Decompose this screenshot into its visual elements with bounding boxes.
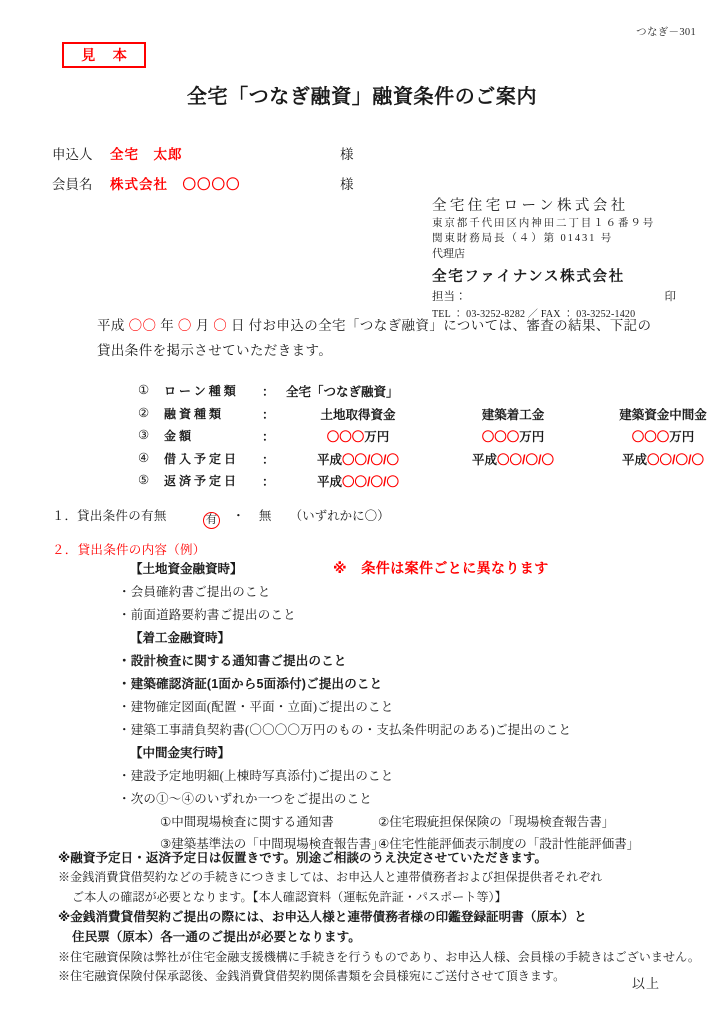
document-number: つなぎ－301 xyxy=(636,27,696,38)
section-2-label: 貸出条件の内容（例） xyxy=(77,543,206,557)
loan-type-value: 全宅「つなぎ融資」 xyxy=(286,385,399,399)
option-separator: ・ xyxy=(232,509,245,523)
condition-detail-section-title xyxy=(52,540,206,558)
company-address: 東京都千代田区内神田二丁目１６番９号 xyxy=(432,218,656,229)
option-item-1: ①中間現場検査に関する通知書 xyxy=(160,815,334,829)
group-heading-construction-start: 【着工金融資時】 xyxy=(130,631,231,645)
option-yes-selected[interactable]: 有 xyxy=(203,512,220,529)
footnote: ご本人の確認が必要となります。【本人確認資料（運転免許証・パスポート等）】 xyxy=(72,889,507,904)
repayment-date-era: 平成 xyxy=(317,475,343,489)
row-colon: ： xyxy=(262,475,275,489)
table-row xyxy=(138,427,695,450)
company-license-number: 関東財務局長（４）第 01431 号 xyxy=(432,233,614,245)
footnote: ※融資予定日・返済予定日は仮置きです。別途ご相談のうえ決定させていただきます。 xyxy=(58,851,548,865)
row-colon: ： xyxy=(262,452,275,467)
repayment-date xyxy=(278,472,438,490)
intro-line1-tail: 付お申込の全宅「つなぎ融資」については、審査の結果、下記の xyxy=(248,318,652,333)
row-number: ⑤ xyxy=(138,473,150,487)
list-item: ・設計検査に関する通知書ご提出のこと xyxy=(118,654,347,668)
list-item: ・前面道路要約書ご提出のこと xyxy=(118,608,296,622)
options-row xyxy=(160,811,690,833)
agent-label: 代理店 xyxy=(432,248,465,261)
row-colon: ： xyxy=(262,385,275,399)
borrow-date-interim xyxy=(588,450,724,468)
funding-type-construction-start: 建築着工金 xyxy=(481,407,545,422)
member-label: 会員名 xyxy=(52,177,93,192)
option-item-2: ②住宅瑕疵担保保険の「現場検査報告書」 xyxy=(378,815,615,829)
list-item: ・会員確約書ご提出のこと xyxy=(118,585,271,599)
funding-type-land: 土地取得資金 xyxy=(320,407,396,422)
amount-land xyxy=(278,427,438,445)
table-row xyxy=(138,405,707,428)
group-heading-interim: 【中間金実行時】 xyxy=(130,746,231,760)
intro-paragraph xyxy=(97,314,667,364)
list-item: ・次の①～④のいずれか一つをご提出のこと xyxy=(118,792,373,806)
amount-interim-unit: 万円 xyxy=(669,430,695,444)
closing-mark: 以上 xyxy=(631,976,660,991)
amount-construction-placeholder: 〇〇〇 xyxy=(481,430,520,444)
option-hint: （いずれかに〇） xyxy=(289,509,390,523)
applicant-name: 全宅 太郎 xyxy=(110,147,183,162)
list-item: ・建築工事請負契約書(〇〇〇〇万円のもの・支払条件明記のある)ご提出のこと xyxy=(118,723,572,737)
row-colon: ： xyxy=(262,407,275,422)
member-honorific: 様 xyxy=(340,177,354,192)
borrow-date-interim-era: 平成 xyxy=(622,452,648,467)
amount-interim-placeholder: 〇〇〇 xyxy=(631,430,670,444)
conditions-vary-notice: ※ 条件は案件ごとに異なります xyxy=(333,560,549,576)
borrow-date-land-placeholder: 〇〇/〇/〇 xyxy=(342,452,399,467)
borrow-date-land-era: 平成 xyxy=(317,452,343,467)
company-info-block xyxy=(432,194,694,320)
section-2-number: ２． xyxy=(52,543,78,557)
amount-interim xyxy=(588,427,724,445)
page-title: 全宅「つなぎ融資」融資条件のご案内 xyxy=(186,86,538,108)
row-label: 返済予定日 xyxy=(164,474,240,488)
company-name: 全宅住宅ローン株式会社 xyxy=(432,198,629,214)
row-label: 融資種類 xyxy=(164,406,225,421)
footnote: ※金銭消費貸借契約ご提出の際には、お申込人様と連帯債務者様の印鑑登録証明書（原本）と xyxy=(58,910,587,925)
list-item: ・建築確認済証(1面から5面添付)ご提出のこと xyxy=(118,677,383,691)
applicant-honorific: 様 xyxy=(340,147,354,162)
footnote: ※金銭消費貸借契約などの手続きにつきましては、お申込人と連帯債務者および担保提供者それぞれ xyxy=(58,870,603,885)
applicant-row xyxy=(0,143,724,163)
option-item-4: ④住宅性能評価表示制度の「設計性能評価書」 xyxy=(378,837,640,851)
borrow-date-construction-placeholder: 〇〇/〇/〇 xyxy=(497,452,554,467)
intro-era: 平成 xyxy=(97,318,125,333)
row-label: 金額 xyxy=(164,429,195,443)
amount-land-placeholder: 〇〇〇 xyxy=(326,430,365,444)
staff-label: 担当： xyxy=(432,291,467,304)
row-colon: ： xyxy=(262,430,275,444)
section-1-number: １． xyxy=(52,509,78,523)
footnote: ※住宅融資保険付保承認後、金銭消費貸借契約関係書類を会員様宛にご送付させて頂きます。 xyxy=(58,969,566,984)
list-item: ・建物確定図面(配置・平面・立面)ご提出のこと xyxy=(118,700,394,714)
borrow-date-interim-placeholder: 〇〇/〇/〇 xyxy=(647,452,704,467)
agent-company-name: 全宅ファイナンス株式会社 xyxy=(432,269,625,286)
footnotes-block xyxy=(58,848,701,987)
footnote: 住民票（原本）各一通のご提出が必要となります。 xyxy=(72,930,361,945)
applicant-label: 申込人 xyxy=(52,147,93,162)
intro-month-placeholder: 〇 xyxy=(177,318,192,333)
table-row xyxy=(138,472,658,495)
intro-year-unit: 年 xyxy=(160,318,175,333)
member-row xyxy=(0,173,724,193)
company-contact: TEL ： 03-3252-8282 ／ FAX ： 03-3252-1420 xyxy=(432,309,636,321)
borrow-date-construction xyxy=(438,450,588,468)
row-number: ④ xyxy=(138,450,150,465)
amount-construction-start xyxy=(438,427,588,445)
condition-existence-section xyxy=(52,506,390,529)
option-item-3: ③建築基準法の「中間現場検査報告書」 xyxy=(160,837,384,851)
row-number: ③ xyxy=(138,428,150,442)
row-number: ② xyxy=(138,405,150,420)
intro-day-placeholder: 〇 xyxy=(213,318,228,333)
staff-seal-row xyxy=(432,288,676,304)
row-label: 借入予定日 xyxy=(164,451,240,466)
amount-construction-unit: 万円 xyxy=(519,430,545,444)
borrow-date-land xyxy=(278,450,438,468)
intro-line2: 貸出条件を掲示させていただきます。 xyxy=(97,342,333,358)
intro-year-placeholder: 〇〇 xyxy=(128,318,157,333)
table-row xyxy=(138,382,658,405)
funding-type-interim: 建築資金中間金 xyxy=(619,407,707,422)
condition-detail-list xyxy=(118,558,690,855)
intro-month-unit: 月 xyxy=(195,318,210,333)
footnote: ※住宅融資保険は弊社が住宅金融支援機構に手続きを行うものであり、お申込人様、会員様の手続きはございません。 xyxy=(58,949,701,964)
borrow-date-construction-era: 平成 xyxy=(472,452,498,467)
group-heading-land: 【土地資金融資時】 xyxy=(130,562,243,576)
intro-day-unit: 日 xyxy=(230,318,245,333)
sample-stamp: 見 本 xyxy=(62,42,146,68)
member-name: 株式会社 〇〇〇〇 xyxy=(110,177,241,192)
row-number: ① xyxy=(138,383,150,397)
seal-label: 印 xyxy=(664,291,676,304)
option-no[interactable]: 無 xyxy=(258,509,272,523)
amount-land-unit: 万円 xyxy=(364,430,390,444)
table-row xyxy=(138,450,704,473)
list-item: ・建設予定地明細(上棟時写真添付)ご提出のこと xyxy=(118,769,394,783)
row-label: ローン種類 xyxy=(164,384,239,398)
section-1-label: 貸出条件の有無 xyxy=(77,509,167,523)
loan-conditions-table xyxy=(138,382,707,495)
repayment-date-placeholder: 〇〇/〇/〇 xyxy=(342,475,399,489)
